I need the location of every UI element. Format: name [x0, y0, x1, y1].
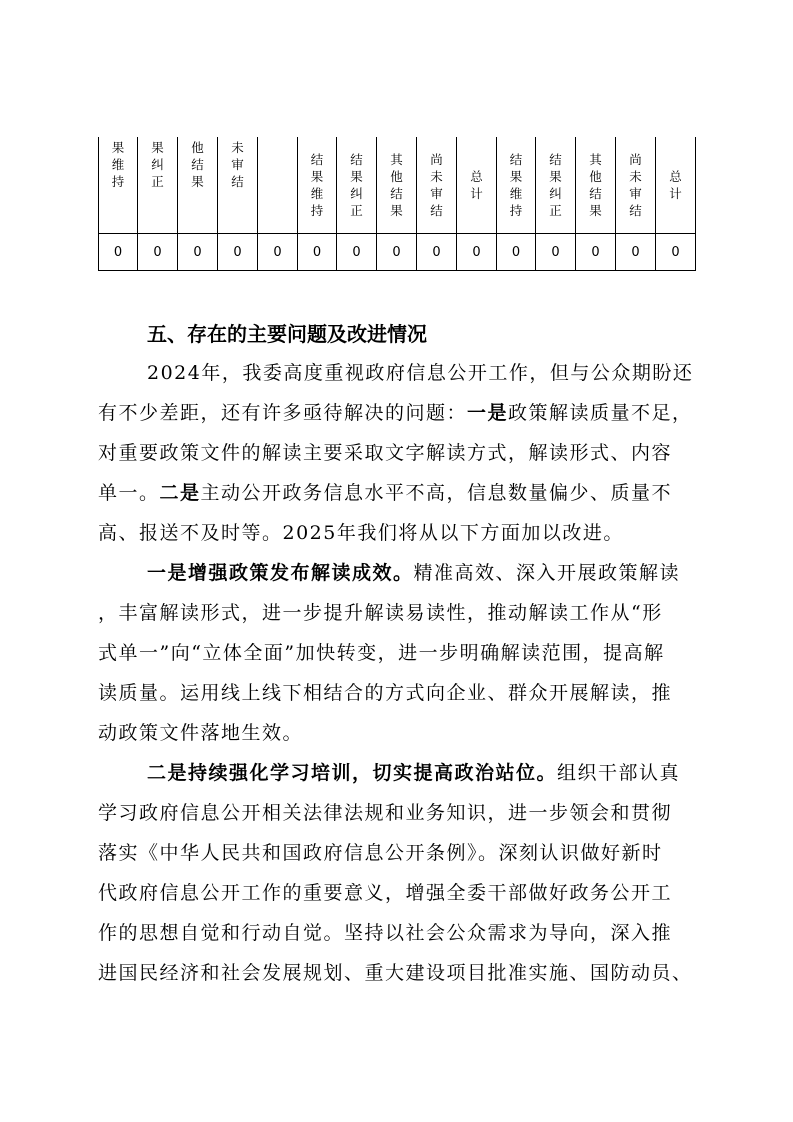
- table-header-cell: 结果纠正: [536, 137, 576, 234]
- table-header-cell: [258, 137, 298, 234]
- paragraph-2-line: 式单一”向“立体全面”加快转变，进一步明确解读范围，提高解: [98, 642, 665, 664]
- table-value-cell: 0: [99, 234, 138, 271]
- table-header-cell: 未审结: [218, 137, 258, 234]
- table-value-cell: 0: [656, 234, 696, 271]
- table-header-cell: 结果纠正: [337, 137, 377, 234]
- table-value-cell: 0: [218, 234, 258, 271]
- bold-marker: 一是: [467, 402, 509, 424]
- table-value-cell: 0: [258, 234, 298, 271]
- paragraph-2-line: 动政策文件落地生效。: [98, 722, 304, 744]
- table-value-cell: 0: [536, 234, 576, 271]
- table-header-cell: 尚未审结: [616, 137, 656, 234]
- paragraph-3-line: 二是持续强化学习培训，切实提高政治站位。组织干部认真: [147, 762, 681, 784]
- paragraph-2-line: ，丰富解读形式，进一步提升解读易读性，推动解读工作从“形: [98, 602, 663, 624]
- paragraph-2-line: 一是增强政策发布解读成效。精准高效、深入开展政策解读: [147, 562, 681, 584]
- paragraph-3-line: 代政府信息公开工作的重要意义，增强全委干部做好政务公开工: [98, 882, 673, 904]
- table-value-cell: 0: [178, 234, 218, 271]
- paragraph-1-line: 高、报送不及时等。2025年我们将从以下方面加以改进。: [98, 522, 624, 544]
- paragraph-1-line: 对重要政策文件的解读主要采取文字解读方式，解读形式、内容: [98, 442, 673, 464]
- table-value-cell: 0: [457, 234, 497, 271]
- table-value-row: [99, 234, 696, 271]
- bold-marker: 二是: [159, 482, 201, 504]
- paragraph-1-line: 有不少差距，还有许多亟待解决的问题：一是政策解读质量不足，: [98, 402, 693, 424]
- table-header-cell: 他结果: [178, 137, 218, 234]
- statistics-table-fragment: [98, 137, 696, 271]
- table-header-cell: 其他结果: [377, 137, 417, 234]
- table-header-row: [99, 137, 696, 234]
- table-value-cell: 0: [138, 234, 178, 271]
- table-header-cell: 尚未审结: [417, 137, 457, 234]
- table-value-cell: 0: [298, 234, 337, 271]
- table-header-cell: 结果维持: [497, 137, 536, 234]
- paragraph-3-line: 学习政府信息公开相关法律法规和业务知识，进一步领会和贯彻: [98, 802, 673, 824]
- table-value-cell: 0: [337, 234, 377, 271]
- table-header-cell: 总计: [457, 137, 497, 234]
- table-header-cell: 总计: [656, 137, 696, 234]
- paragraph-3-line: 进国民经济和社会发展规划、重大建设项目批准实施、国防动员、: [98, 962, 693, 984]
- bold-lead: 一是增强政策发布解读成效。: [147, 562, 414, 584]
- paragraph-1-line: 单一。二是主动公开政务信息水平不高，信息数量偏少、质量不: [98, 482, 673, 504]
- table-value-cell: 0: [417, 234, 457, 271]
- paragraph-3-line: 作的思想自觉和行动自觉。坚持以社会公众需求为导向，深入推: [98, 922, 673, 944]
- table-value-cell: 0: [576, 234, 616, 271]
- table-value-cell: 0: [616, 234, 656, 271]
- table-value-cell: 0: [377, 234, 417, 271]
- table-header-cell: 果纠正: [138, 137, 178, 234]
- table-header-cell: 果维持: [99, 137, 138, 234]
- paragraph-3-line: 落实《中华人民共和国政府信息公开条例》。深刻认识做好新时: [98, 842, 663, 864]
- section-heading: 五、存在的主要问题及改进情况: [147, 322, 427, 346]
- table-header-cell: 其他结果: [576, 137, 616, 234]
- table-header-cell: 结果维持: [298, 137, 337, 234]
- paragraph-1-line: 2024年，我委高度重视政府信息公开工作，但与公众期盼还: [147, 362, 694, 384]
- paragraph-2-line: 读质量。运用线上线下相结合的方式向企业、群众开展解读，推: [98, 682, 673, 704]
- bold-lead: 二是持续强化学习培训，切实提高政治站位。: [147, 762, 558, 784]
- table-value-cell: 0: [497, 234, 536, 271]
